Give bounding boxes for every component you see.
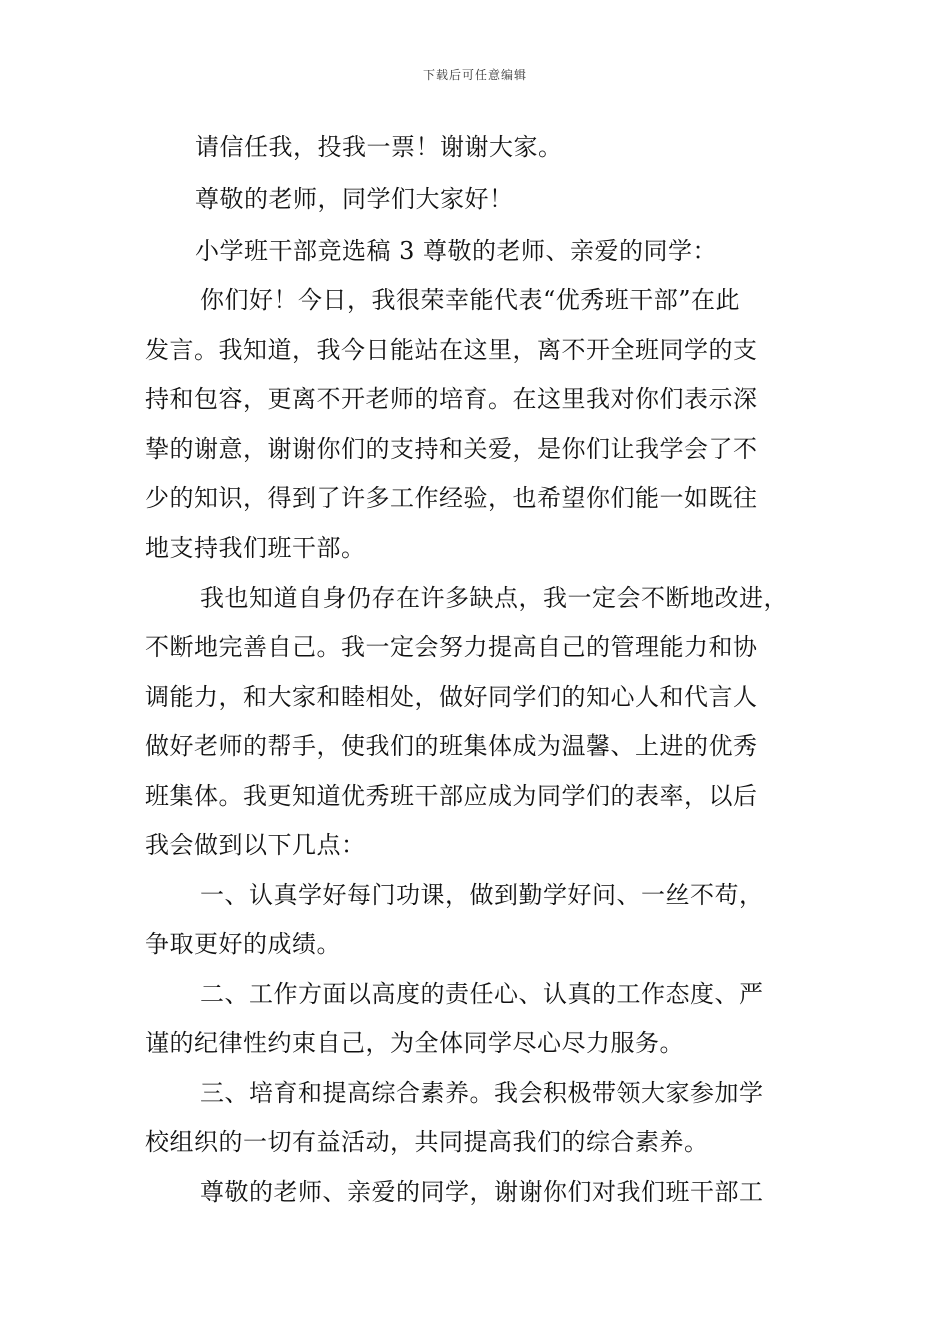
text-line: 不断地完善自己。我一定会努力提高自己的管理能力和协 — [145, 633, 758, 661]
text-line: 持和包容，更离不开老师的培育。在这里我对你们表示深 — [145, 385, 758, 413]
text-line: 班集体。我更知道优秀班干部应成为同学们的表率，以后 — [145, 782, 758, 810]
text-line: 小学班干部竞选稿 3 尊敬的老师、亲爱的同学： — [195, 237, 718, 265]
text-line: 调能力，和大家和睦相处，做好同学们的知心人和代言人 — [145, 683, 758, 711]
text-line: 地支持我们班干部。 — [145, 534, 366, 562]
text-line: 请信任我，投我一票！谢谢大家。 — [195, 133, 563, 161]
text-line: 校组织的一切有益活动，共同提高我们的综合素养。 — [145, 1128, 709, 1156]
text-line: 三、培育和提高综合素养。我会积极带领大家参加学 — [200, 1079, 764, 1107]
text-line: 我也知道自身仍存在许多缺点，我一定会不断地改进， — [200, 584, 788, 612]
text-line: 你们好！今日，我很荣幸能代表“优秀班干部”在此 — [200, 286, 741, 314]
text-line: 我会做到以下几点： — [145, 831, 366, 859]
text-line: 尊敬的老师、亲爱的同学，谢谢你们对我们班干部工 — [200, 1178, 764, 1206]
text-line: 二、工作方面以高度的责任心、认真的工作态度、严 — [200, 980, 764, 1008]
text-line: 一、认真学好每门功课，做到勤学好问、一丝不苟， — [200, 881, 764, 909]
text-line: 做好老师的帮手，使我们的班集体成为温馨、上进的优秀 — [145, 732, 758, 760]
header-note: 下载后可任意编辑 — [422, 68, 527, 82]
text-line: 挚的谢意，谢谢你们的支持和关爱，是你们让我学会了不 — [145, 435, 758, 463]
text-line: 争取更好的成绩。 — [145, 930, 341, 958]
text-line: 谨的纪律性约束自己，为全体同学尽心尽力服务。 — [145, 1029, 684, 1057]
text-line: 发言。我知道，我今日能站在这里，离不开全班同学的支 — [145, 336, 758, 364]
text-line: 少的知识，得到了许多工作经验，也希望你们能一如既往 — [145, 484, 758, 512]
text-line: 尊敬的老师，同学们大家好！ — [195, 185, 514, 213]
